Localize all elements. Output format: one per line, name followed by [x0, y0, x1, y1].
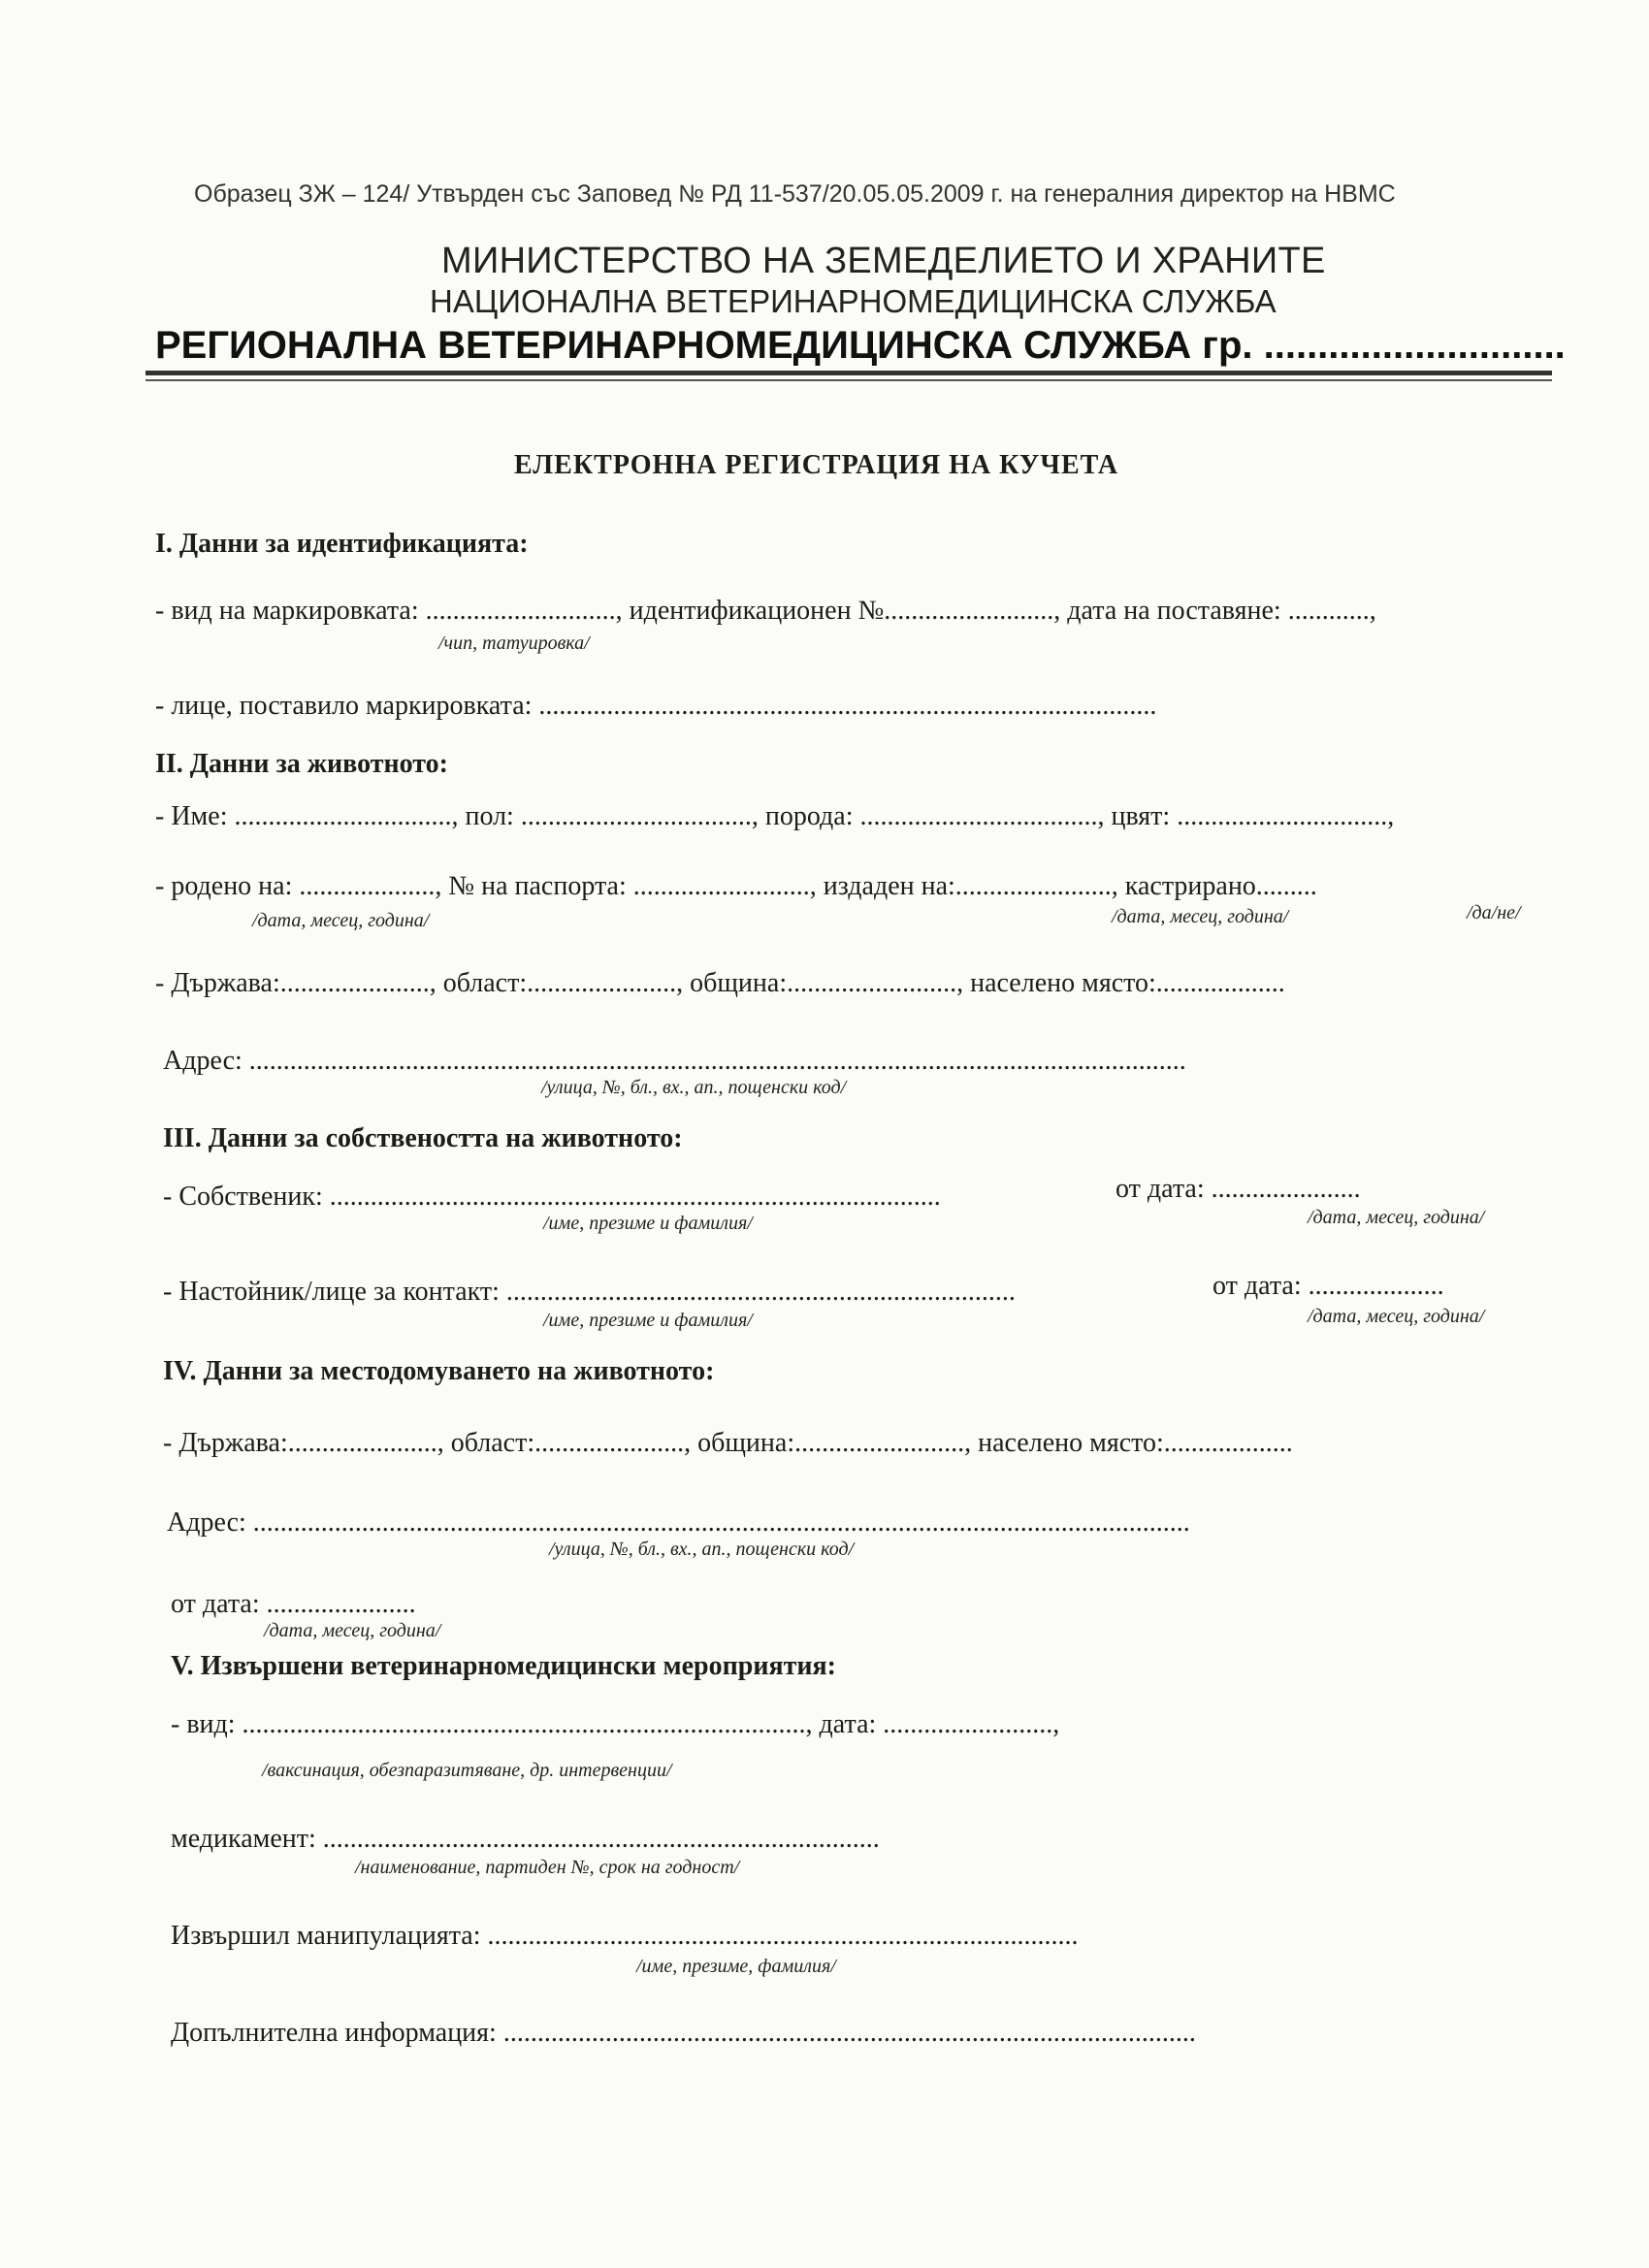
animal-address-field[interactable]: Адрес: .......................................................................................................................................... [163, 1046, 1186, 1076]
animal-country-field[interactable]: - Държава:......................, област:......................, община:........................., населено място:................... [155, 968, 1285, 998]
animal-address-hint: /улица, №, бл., вх., ап., пощенски код/ [541, 1077, 847, 1098]
medicament-hint: /наименование, партиден №, срок на годност/ [355, 1857, 740, 1878]
owner-hint: /име, презиме и фамилия/ [543, 1213, 753, 1234]
header-rule-thin [146, 379, 1552, 381]
owner-date-hint: /дата, месец, година/ [1308, 1207, 1485, 1228]
section-5-heading: V. Извършени ветеринарномедицински мероприятия: [171, 1651, 836, 1681]
section-1-heading: I. Данни за идентификацията: [155, 529, 529, 559]
header-rule-thick [146, 371, 1552, 375]
residence-from-date-hint: /дата, месец, година/ [264, 1620, 441, 1641]
ministry-heading: МИНИСТЕРСТВО НА ЗЕМЕДЕЛИЕТО И ХРАНИТЕ [441, 241, 1326, 281]
marking-placed-by-field[interactable]: - лице, поставило маркировката: ........................................................................................... [155, 691, 1157, 721]
additional-info-field[interactable]: Допълнителна информация: ...................................................................................................... [171, 2018, 1196, 2048]
national-service-heading: НАЦИОНАЛНА ВЕТЕРИНАРНОМЕДИЦИНСКА СЛУЖБА [430, 283, 1277, 319]
section-4-heading: IV. Данни за местодомуването на животното: [163, 1356, 715, 1386]
form-code-note: Образец ЗЖ – 124/ Утвърден със Заповед № РД 11-537/20.05.05.2009 г. на генералния директор на НВМС [194, 180, 1396, 208]
intervention-type-hint: /ваксинация, обезпаразитяване, др. интервенции/ [262, 1760, 672, 1781]
animal-name-field[interactable]: - Име: ................................, пол: .................................., порода: ..................................., цвят: ..............................., [155, 801, 1395, 831]
section-2-heading: II. Данни за животното: [155, 749, 448, 779]
residence-from-date-field[interactable]: от дата: ...................... [171, 1589, 416, 1619]
regional-service-heading: РЕГИОНАЛНА ВЕТЕРИНАРНОМЕДИЦИНСКА СЛУЖБА гр. ............................ [155, 324, 1566, 367]
castrated-hint: /да/не/ [1467, 902, 1521, 923]
guardian-date-hint: /дата, месец, година/ [1308, 1306, 1485, 1327]
marking-type-field[interactable]: - вид на маркировката: ............................, идентификационен №........................., дата на поставяне: ............, [155, 596, 1376, 626]
intervention-type-field[interactable]: - вид: ..................................................................................., дата: ........................., [171, 1709, 1060, 1739]
guardian-field[interactable]: - Настойник/лице за контакт: ........................................................................... [163, 1277, 1016, 1307]
owner-field[interactable]: - Собственик: .......................................................................................... [163, 1182, 941, 1212]
residence-address-hint: /улица, №, бл., вх., ап., пощенски код/ [549, 1539, 855, 1560]
residence-country-field[interactable]: - Държава:......................, област:......................, община:........................., населено място:................... [163, 1428, 1293, 1458]
section-3-heading: III. Данни за собствеността на животното: [163, 1123, 683, 1153]
birth-passport-field[interactable]: - родено на: ...................., № на паспорта: .........................., издаден на:......................., кастрирано......... [155, 871, 1317, 901]
guardian-from-date-field[interactable]: от дата: .................... [1212, 1271, 1444, 1301]
residence-address-field[interactable]: Адрес: .......................................................................................................................................... [167, 1507, 1190, 1538]
marking-type-hint: /чип, татуировка/ [438, 632, 590, 654]
performed-by-field[interactable]: Извършил манипулацията: ....................................................................................... [171, 1921, 1079, 1951]
guardian-hint: /име, презиме и фамилия/ [543, 1310, 753, 1331]
document-title: ЕЛЕКТРОННА РЕГИСТРАЦИЯ НА КУЧЕТА [514, 450, 1119, 480]
issued-date-hint: /дата, месец, година/ [1112, 906, 1289, 927]
birth-date-hint: /дата, месец, година/ [252, 910, 430, 931]
performed-by-hint: /име, презиме, фамилия/ [636, 1956, 836, 1977]
medicament-field[interactable]: медикамент: .................................................................................. [171, 1824, 880, 1854]
owner-from-date-field[interactable]: от дата: ...................... [1116, 1174, 1361, 1204]
